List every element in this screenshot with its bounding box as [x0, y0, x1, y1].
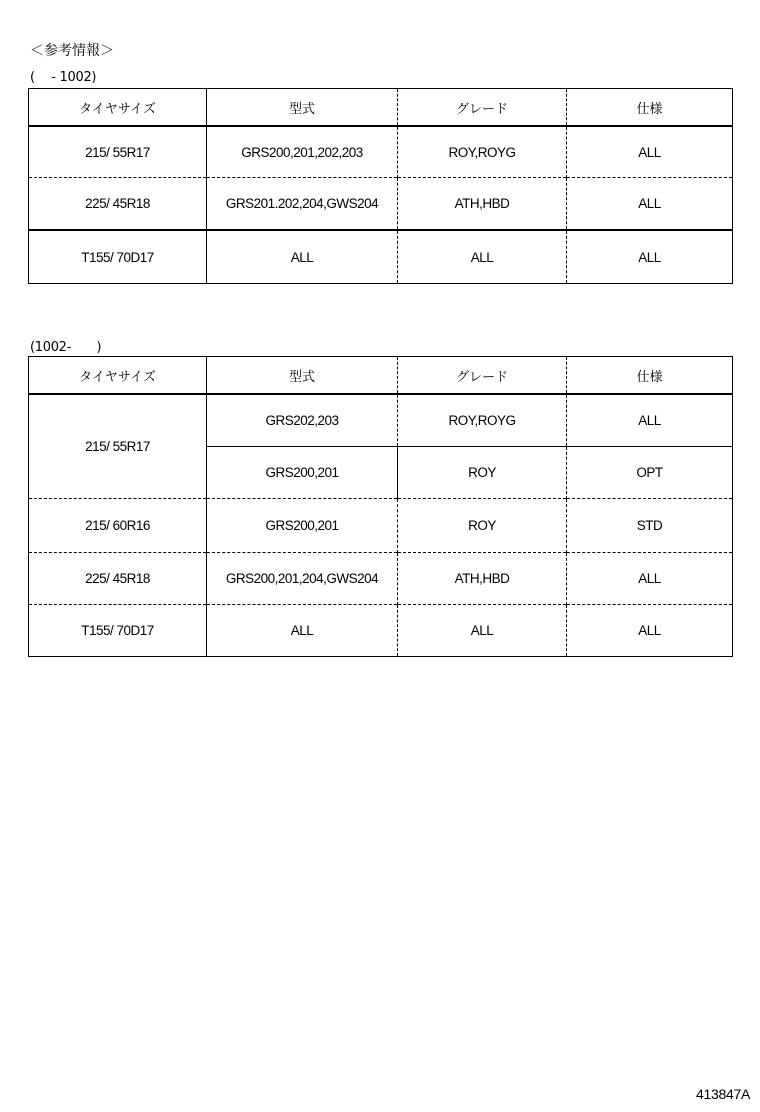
cell-model: GRS200,201	[207, 447, 398, 499]
cell-tire-size: 215/ 55R17	[29, 394, 207, 499]
header-spec: 仕様	[567, 89, 733, 127]
cell-spec: OPT	[567, 447, 733, 499]
table-row	[29, 394, 733, 447]
cell-tire-size: 215/ 60R16	[29, 499, 207, 553]
cell-grade: ROY	[398, 447, 567, 499]
cell-tire-size: 225/ 45R18	[29, 553, 207, 605]
cell-grade: ROY,ROYG	[398, 394, 567, 447]
cell-grade: ROY,ROYG	[398, 126, 567, 178]
cell-tire-size: T155/ 70D17	[29, 605, 207, 657]
cell-spec: ALL	[567, 394, 733, 447]
table-row	[29, 553, 733, 605]
header-model: 型式	[207, 89, 398, 127]
table-row	[29, 178, 733, 231]
reference-info-heading: ＜参考情報＞	[30, 43, 114, 59]
cell-model: ALL	[207, 230, 398, 284]
header-tire-size: タイヤサイズ	[29, 89, 207, 127]
period-label-before-1002: ( - 1002)	[30, 70, 97, 85]
cell-model: GRS200,201,202,203	[207, 126, 398, 178]
cell-tire-size: 225/ 45R18	[29, 178, 207, 231]
cell-grade: ATH,HBD	[398, 553, 567, 605]
cell-spec: STD	[567, 499, 733, 553]
figure-id: 413847A	[696, 1086, 750, 1102]
cell-tire-size: T155/ 70D17	[29, 230, 207, 284]
tire-spec-table-before-1002	[28, 88, 733, 284]
header-model: 型式	[207, 357, 398, 395]
header-tire-size: タイヤサイズ	[29, 357, 207, 395]
period-label-after-1002: (1002- )	[30, 340, 102, 355]
cell-model: ALL	[207, 605, 398, 657]
cell-spec: ALL	[567, 553, 733, 605]
header-spec: 仕様	[567, 357, 733, 395]
cell-spec: ALL	[567, 230, 733, 284]
cell-model: GRS202,203	[207, 394, 398, 447]
cell-grade: ALL	[398, 605, 567, 657]
table-row	[29, 126, 733, 178]
header-grade: グレード	[398, 357, 567, 395]
cell-spec: ALL	[567, 605, 733, 657]
cell-spec: ALL	[567, 178, 733, 231]
header-grade: グレード	[398, 89, 567, 127]
tire-spec-table-after-1002	[28, 356, 733, 657]
table-row	[29, 499, 733, 553]
cell-grade: ROY	[398, 499, 567, 553]
cell-model: GRS200,201,204,GWS204	[207, 553, 398, 605]
table-row	[29, 605, 733, 657]
table-header-row	[29, 357, 733, 395]
cell-tire-size: 215/ 55R17	[29, 126, 207, 178]
table-row	[29, 230, 733, 284]
table-header-row	[29, 89, 733, 127]
cell-model: GRS200,201	[207, 499, 398, 553]
cell-model: GRS201.202,204,GWS204	[207, 178, 398, 231]
cell-spec: ALL	[567, 126, 733, 178]
cell-grade: ALL	[398, 230, 567, 284]
cell-grade: ATH,HBD	[398, 178, 567, 231]
